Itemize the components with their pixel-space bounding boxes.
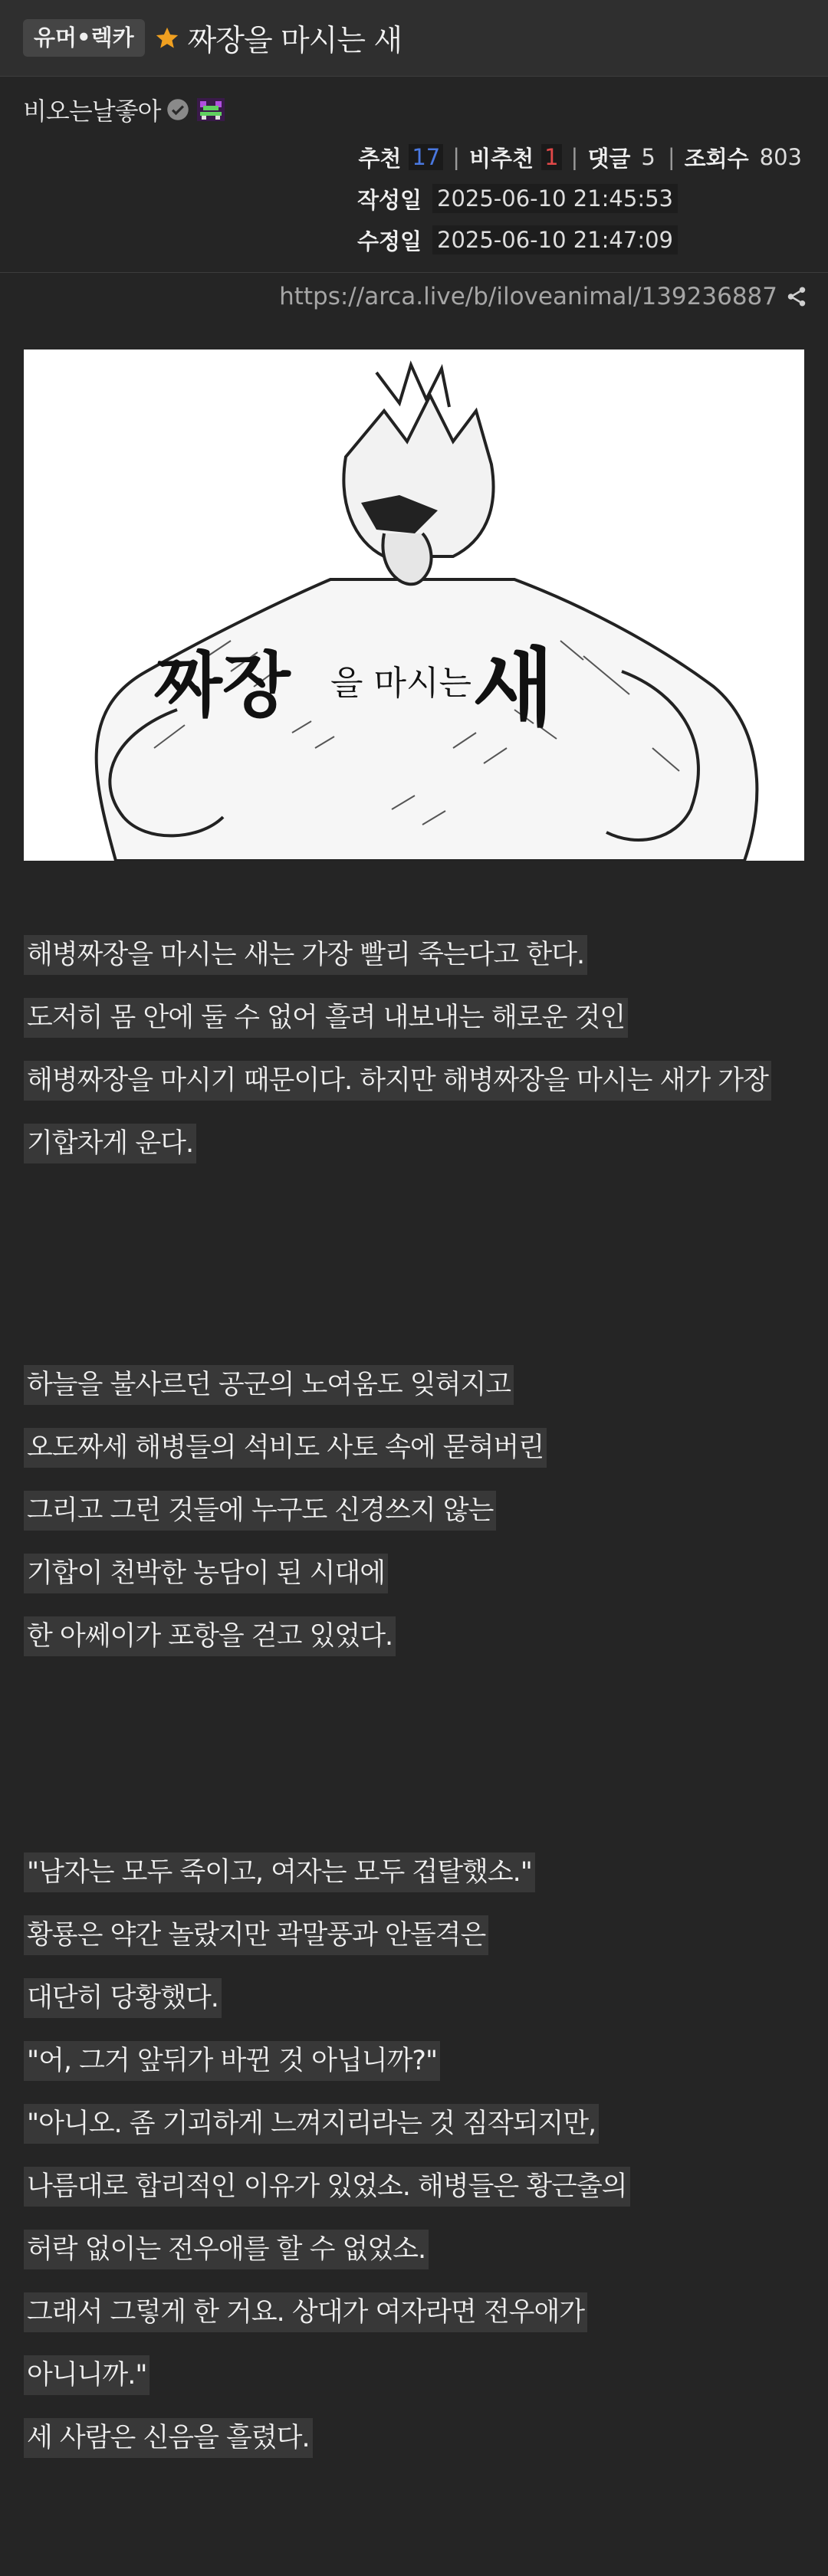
- post-title: 짜장을 마시는 새: [187, 23, 402, 58]
- article-line: 그리고 그런 것들에 누구도 신경쓰지 않는: [24, 1479, 813, 1542]
- article-paragraph-3: [24, 1841, 813, 2469]
- hero-caption-part3: 새: [472, 639, 554, 737]
- rooster-drawing: [24, 349, 804, 861]
- stat-separator: |: [452, 144, 461, 170]
- article-paragraph-1: [24, 924, 813, 1175]
- post-link-row: [279, 277, 808, 316]
- comment-label[interactable]: 댓글: [587, 145, 631, 172]
- article-line: "어, 그거 앞뒤가 바뀐 것 아닙니까?": [24, 2030, 813, 2092]
- article-line: 기합차게 운다.: [24, 1112, 813, 1175]
- paragraph-spacer: [24, 1175, 813, 1354]
- written-date-row: [357, 179, 678, 218]
- article-body: [24, 924, 813, 2469]
- article-line: 하늘을 불사르던 공군의 노여움도 잊혀지고: [24, 1354, 813, 1416]
- article-line: 해병짜장을 마시기 때문이다. 하지만 해병짜장을 마시는 새가 가장: [24, 1049, 813, 1112]
- paragraph-spacer: [24, 1668, 813, 1841]
- verified-check-icon: [166, 98, 189, 121]
- like-label: 추천: [358, 145, 402, 172]
- dislike-label: 비추천: [469, 145, 534, 172]
- view-count: 803: [759, 144, 802, 170]
- stat-separator: |: [667, 144, 675, 170]
- edited-date-value: 2025-06-10 21:47:09: [432, 225, 678, 254]
- article-line: "아니오. 좀 기괴하게 느껴지리라는 것 짐작되지만,: [24, 2092, 813, 2155]
- view-label: 조회수: [684, 145, 749, 172]
- author-info: [23, 90, 226, 129]
- post-title-bar: [0, 0, 828, 77]
- share-icon[interactable]: [785, 285, 808, 308]
- article-line: 아니니까.": [24, 2344, 813, 2407]
- article-line: 황룡은 약간 놀랐지만 곽말풍과 안돌격은: [24, 1904, 813, 1967]
- written-date-label: 작성일: [357, 186, 422, 213]
- written-date-value: 2025-06-10 21:45:53: [432, 184, 678, 213]
- category-badge[interactable]: 유머•렉카: [23, 19, 145, 57]
- article-paragraph-2: [24, 1354, 813, 1668]
- hero-caption-part1: 짜장: [154, 645, 291, 727]
- comment-count[interactable]: 5: [641, 144, 656, 170]
- author-name[interactable]: 비오는날좋아: [23, 97, 161, 126]
- edited-date-row: [357, 221, 678, 259]
- article-line: 그래서 그렇게 한 거요. 상대가 여자라면 전우애가: [24, 2281, 813, 2344]
- article-line: 대단히 당황했다.: [24, 1967, 813, 2030]
- post-stats: [358, 138, 805, 176]
- hero-caption-part2: 을 마시는: [330, 664, 472, 703]
- article-line: 도저히 몸 안에 둘 수 없어 흘려 내보내는 해로운 것인: [24, 986, 813, 1049]
- like-count: 17: [409, 144, 443, 170]
- edited-date-label: 수정일: [357, 228, 422, 254]
- user-emblem-icon: [196, 97, 226, 123]
- article-line: 세 사람은 신음을 흘렸다.: [24, 2407, 813, 2469]
- hero-image-rooster: [24, 349, 804, 861]
- article-line: 기합이 천박한 농담이 된 시대에: [24, 1542, 813, 1605]
- article-line: 해병짜장을 마시는 새는 가장 빨리 죽는다고 한다.: [24, 924, 813, 986]
- post-url-link[interactable]: https://arca.live/b/iloveanimal/139236887: [279, 283, 777, 310]
- article-line: "남자는 모두 죽이고, 여자는 모두 겁탈했소.": [24, 1841, 813, 1904]
- article-line: 오도짜세 해병들의 석비도 사토 속에 묻혀버린: [24, 1416, 813, 1479]
- article-line: 허락 없이는 전우애를 할 수 없었소.: [24, 2218, 813, 2281]
- star-icon: [154, 25, 180, 51]
- article-line: 한 아쎄이가 포항을 걷고 있었다.: [24, 1605, 813, 1668]
- header-divider: [0, 272, 828, 273]
- dislike-count: 1: [541, 144, 561, 170]
- stat-separator: |: [570, 144, 579, 170]
- article-line: 나름대로 합리적인 이유가 있었소. 해병들은 황근출의: [24, 2155, 813, 2218]
